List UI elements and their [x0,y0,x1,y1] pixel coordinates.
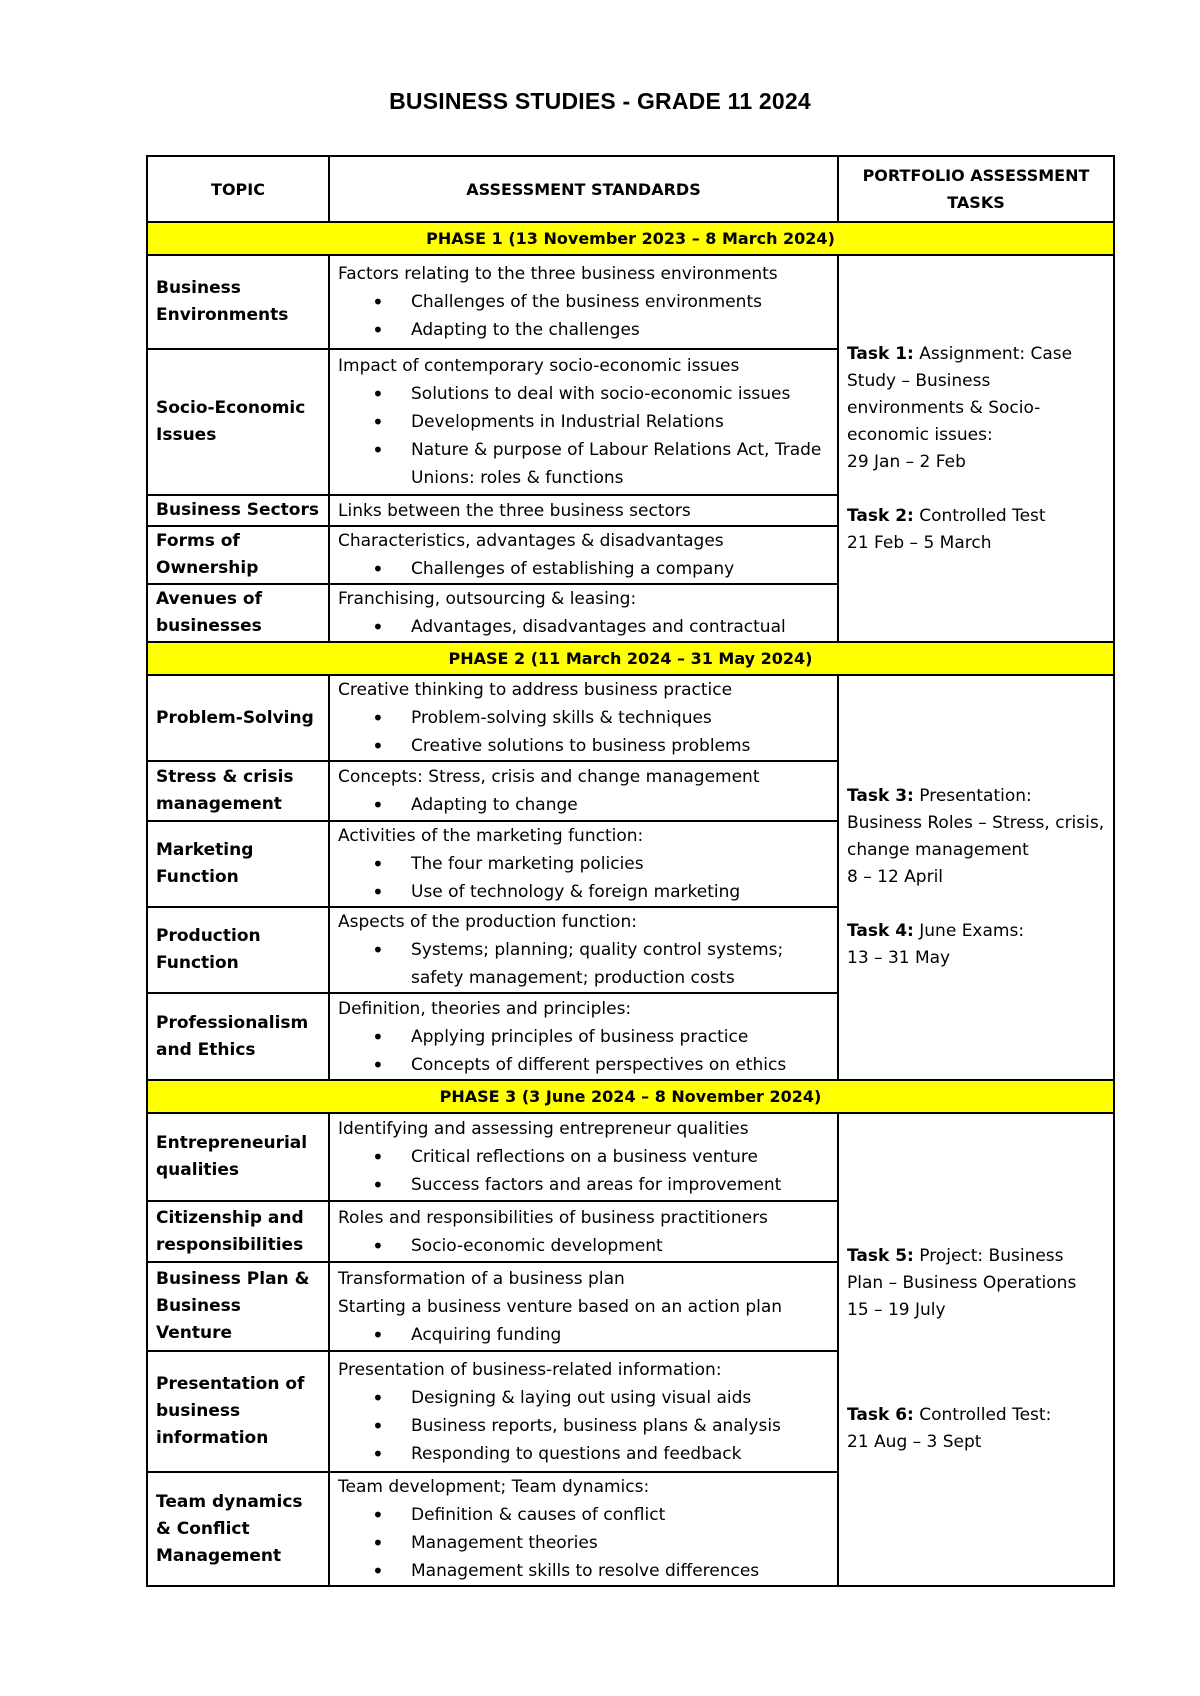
task-label: Task 6: [847,1405,914,1425]
task-text: June Exams: [919,921,1025,941]
assessment-standards-cell [329,1113,838,1201]
standard-bullet: • Critical reflections on a business venture [338,1143,829,1171]
assessment-standards-cell [329,821,838,907]
task-label: Task 2: [847,505,914,526]
standard-intro: Impact of contemporary socio-economic issues [338,356,740,376]
topic-name: Entrepreneurial qualities [147,1113,329,1201]
assessment-standards-cell [329,675,838,761]
task-block [847,503,1105,557]
task-text: Controlled Test: [919,1405,1052,1425]
standard-bullet: • The four marketing policies [338,850,829,878]
standard-bullet: • Socio-economic development [338,1232,829,1260]
task-text: Assignment: Case Study – Business environments & Socio-economic issues: [847,343,1073,445]
topic-name: Professionalism and Ethics [147,993,329,1080]
standard-intro: Creative thinking to address business practice [338,680,733,700]
phase-3-row [147,1080,1114,1113]
standard-bullet: • Adapting to change [338,791,829,819]
task-text: Project: Business Plan – Business Operations [847,1246,1077,1293]
task-label: Task 3: [847,786,914,806]
task-block [847,341,1105,476]
standard-bullet: • Problem-solving skills & techniques [338,704,829,732]
standard-bullet: • Nature & purpose of Labour Relations Act, Trade Unions: roles & functions [338,436,829,492]
task-block [847,1243,1105,1324]
standard-bullet: • Adapting to the challenges [338,316,829,344]
tasks-header: PORTFOLIO ASSESSMENT TASKS [838,156,1114,222]
standard-intro: Franchising, outsourcing & leasing: [338,589,637,609]
task-block [847,1402,1105,1456]
standard-bullet: • Business reports, business plans & analysis [338,1412,829,1440]
standard-bullet: • Definition & causes of conflict [338,1501,829,1529]
standard-intro: Links between the three business sectors [338,500,691,521]
standard-intro: Aspects of the production function: [338,912,637,932]
phase-1-row [147,222,1114,255]
phase-label: PHASE 1 (13 November 2023 – 8 March 2024) [147,222,1114,255]
standard-bullet: • Developments in Industrial Relations [338,408,829,436]
standard-intro: Roles and responsibilities of business practitioners [338,1207,768,1228]
assessment-standards-cell [329,1262,838,1351]
standard-bullet: • Applying principles of business practice [338,1023,829,1051]
task-date: 21 Feb – 5 March [847,532,992,553]
standard-bullet: • Responding to questions and feedback [338,1440,829,1468]
task-date: 13 – 31 May [847,948,951,968]
standard-intro: Identifying and assessing entrepreneur qualities [338,1119,749,1139]
standard-intro: Starting a business venture based on an action plan [338,1296,783,1317]
task-date: 29 Jan – 2 Feb [847,451,966,472]
assessment-standards-cell [329,761,838,821]
topic-name: Problem-Solving [147,675,329,761]
standard-intro: Presentation of business-related information: [338,1359,722,1380]
assessment-standards-cell [329,255,838,349]
task-block [847,783,1105,891]
topic-name: Business Environments [147,255,329,349]
topic-name: Business Sectors [147,495,329,526]
topic-name: Forms of Ownership [147,526,329,584]
assessment-standards-cell [329,1201,838,1262]
task-block [847,918,1105,972]
topic-name: Presentation of business information [147,1351,329,1472]
topic-name: Avenues of businesses [147,584,329,642]
assessment-standards-cell [329,1351,838,1472]
topic-name: Team dynamics & Conflict Management [147,1472,329,1586]
header-row [147,156,1114,222]
portfolio-tasks-cell [838,1113,1114,1586]
portfolio-tasks-cell [838,675,1114,1080]
standards-header: ASSESSMENT STANDARDS [329,156,838,222]
standard-bullet: • Systems; planning; quality control systems; safety management; production costs [338,936,829,992]
topic-name: Stress & crisis management [147,761,329,821]
standard-bullet: • Creative solutions to business problems [338,732,829,760]
standard-bullet: • Management theories [338,1529,829,1557]
topic-name: Socio-Economic Issues [147,349,329,495]
standard-intro: Concepts: Stress, crisis and change management [338,767,760,787]
standard-bullet: • Solutions to deal with socio-economic issues [338,380,829,408]
topic-row [147,675,1114,761]
task-text: Controlled Test [919,505,1046,526]
topic-header: TOPIC [147,156,329,222]
topic-name: Citizenship and responsibilities [147,1201,329,1262]
document-title: BUSINESS STUDIES - GRADE 11 2024 [389,88,811,114]
standard-bullet: • Concepts of different perspectives on ethics [338,1051,829,1079]
task-text: Presentation: Business Roles – Stress, crisis, change management [847,786,1105,860]
topic-name: Business Plan & Business Venture [147,1262,329,1351]
assessment-standards-cell [329,526,838,584]
assessment-plan-table [146,155,1115,1587]
phase-label: PHASE 2 (11 March 2024 – 31 May 2024) [147,642,1114,675]
standard-bullet: • Management skills to resolve differences [338,1557,829,1585]
task-date: 8 – 12 April [847,867,944,887]
task-date: 15 – 19 July [847,1300,946,1320]
phase-label: PHASE 3 (3 June 2024 – 8 November 2024) [147,1080,1114,1113]
assessment-standards-cell [329,1472,838,1586]
standard-bullet: • Advantages, disadvantages and contractual [338,613,829,641]
task-label: Task 4: [847,921,914,941]
topic-row [147,1113,1114,1201]
topic-row [147,255,1114,349]
standard-bullet: • Challenges of establishing a company [338,555,829,583]
assessment-standards-cell [329,584,838,642]
topic-name: Marketing Function [147,821,329,907]
portfolio-tasks-cell [838,255,1114,642]
assessment-standards-cell [329,495,838,526]
standard-intro: Team development; Team dynamics: [338,1477,650,1497]
standard-bullet: • Success factors and areas for improvement [338,1171,829,1199]
standard-bullet: • Acquiring funding [338,1321,829,1349]
phase-2-row [147,642,1114,675]
standard-intro: Transformation of a business plan [338,1268,625,1289]
standard-intro: Factors relating to the three business environments [338,264,778,284]
standard-bullet: • Use of technology & foreign marketing [338,878,829,906]
assessment-standards-cell [329,993,838,1080]
assessment-standards-cell [329,349,838,495]
standard-intro: Characteristics, advantages & disadvantages [338,531,724,551]
assessment-standards-cell [329,907,838,993]
standard-intro: Definition, theories and principles: [338,998,632,1019]
standard-bullet: • Challenges of the business environments [338,288,829,316]
task-label: Task 5: [847,1246,914,1266]
task-date: 21 Aug – 3 Sept [847,1432,982,1452]
standard-intro: Activities of the marketing function: [338,826,644,846]
task-label: Task 1: [847,343,914,364]
topic-name: Production Function [147,907,329,993]
standard-bullet: • Designing & laying out using visual aids [338,1384,829,1412]
